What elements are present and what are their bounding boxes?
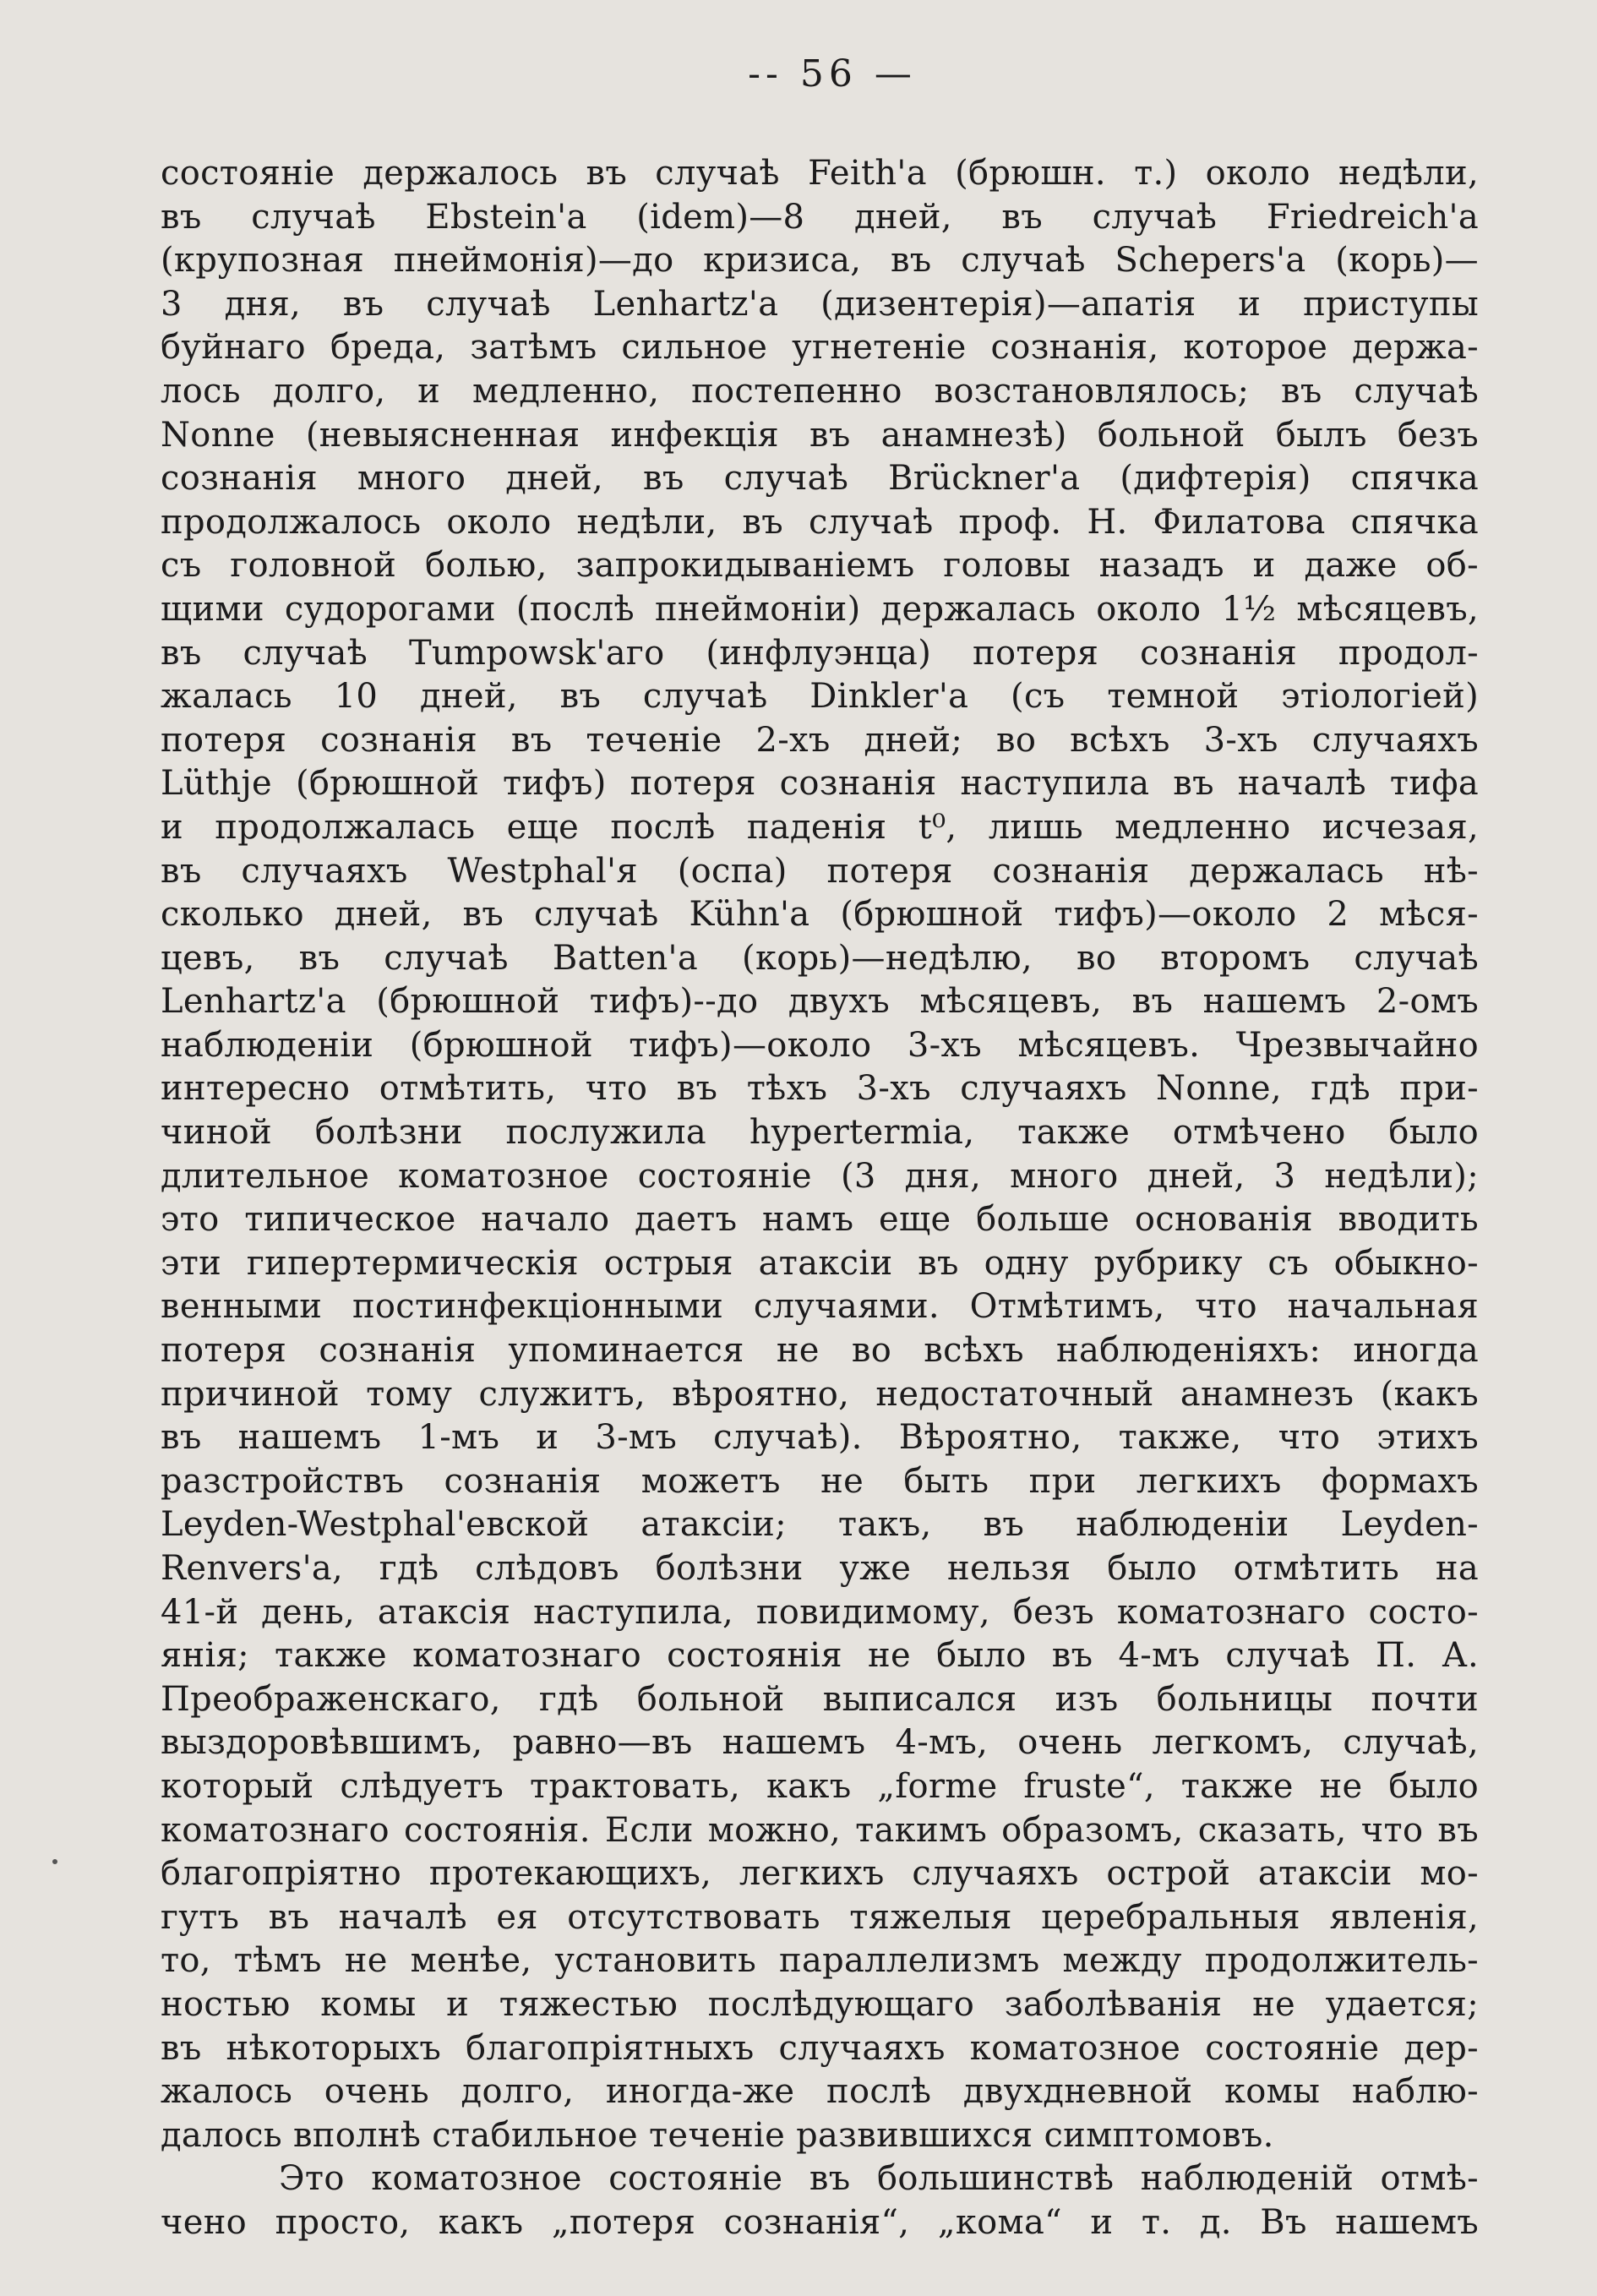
text-line: въ нашемъ 1-мъ и 3-мъ случаѣ). Вѣроятно, также, что этихъ (161, 1418, 1479, 1458)
text-line: Lenhartz'а (брюшной тифъ)--до двухъ мѣсяцевъ, въ нашемъ 2-омъ (161, 982, 1479, 1022)
text-line: жалась 10 дней, въ случаѣ Dinkler'а (съ темной этіологіей) (161, 677, 1479, 717)
text-line: Leyden-Westphal'евской атаксіи; такъ, въ наблюденіи Leyden- (161, 1505, 1479, 1545)
text-line: Преображенскаго, гдѣ больной выписался изъ больницы почти (161, 1679, 1479, 1719)
text-line: интересно отмѣтить, что въ тѣхъ 3-хъ случаяхъ Nonne, гдѣ при- (161, 1069, 1479, 1109)
page-number: -- 56 — (748, 52, 917, 95)
text-line: далось вполнѣ стабильное теченіе развившихся симптомовъ. (161, 2115, 1274, 2155)
text-line: Lüthje (брюшной тифъ) потеря сознанія наступила въ началѣ тифа (161, 764, 1479, 804)
text-line: причиной тому служитъ, вѣроятно, недостаточный анамнезъ (какъ (161, 1374, 1479, 1414)
text-line: гутъ въ началѣ ея отсутствовать тяжелыя церебральныя явленія, (161, 1897, 1479, 1937)
page-body (161, 152, 1479, 2245)
text-line: чиной болѣзни послужила hypertermia, также отмѣчено было (161, 1113, 1479, 1153)
text-line: сознанія много дней, въ случаѣ Brückner'а (дифтерія) спячка (161, 459, 1479, 499)
text-line: цевъ, въ случаѣ Batten'а (корь)—недѣлю, во второмъ случаѣ (161, 938, 1479, 978)
text-line: лось долго, и медленно, постепенно возстановлялось; въ случаѣ (161, 371, 1479, 411)
text-line: 3 дня, въ случаѣ Lenhartz'а (дизентерія)—апатія и приступы (161, 284, 1479, 324)
text-line: Renvers'а, гдѣ слѣдовъ болѣзни уже нельзя было отмѣтить на (161, 1549, 1479, 1588)
text-line: благопріятно протекающихъ, легкихъ случаяхъ острой атаксіи мо- (161, 1854, 1479, 1894)
text-line: то, тѣмъ не менѣе, установить параллелизмъ между продолжитель- (161, 1941, 1479, 1981)
text-line: Nonne (невыясненная инфекція въ анамнезѣ) больной былъ безъ (161, 415, 1479, 455)
text-line: щими судорогами (послѣ пнеймоніи) держалась около 1½ мѣсяцевъ, (161, 589, 1479, 629)
text-line: въ случаѣ Tumpowsk'аго (инфлуэнца) потеря сознанія продол- (161, 633, 1479, 673)
text-line: который слѣдуетъ трактовать, какъ „forme fruste“, также не было (161, 1766, 1479, 1806)
text-line: продолжалось около недѣли, въ случаѣ проф. Н. Филатова спячка (161, 502, 1479, 542)
text-line: въ случаѣ Ebstein'а (idem)—8 дней, въ случаѣ Friedreich'а (161, 197, 1479, 237)
text-line: 41-й день, атаксія наступила, повидимому, безъ коматознаго состо- (161, 1592, 1479, 1632)
text-line: разстройствъ сознанія можетъ не быть при легкихъ формахъ (161, 1461, 1479, 1501)
text-line: это типическое начало даетъ намъ еще больше основанія вводить (161, 1200, 1479, 1240)
text-line: въ случаяхъ Westphal'я (оспа) потеря сознанія держалась нѣ- (161, 851, 1479, 891)
text-line: сколько дней, въ случаѣ Kühn'а (брюшной тифъ)—около 2 мѣся- (161, 895, 1479, 935)
text-line: Это коматозное состояніе въ большинствѣ наблюденій отмѣ- (279, 2159, 1479, 2199)
text-line: выздоровѣвшимъ, равно—въ нашемъ 4-мъ, очень легкомъ, случаѣ, (161, 1723, 1479, 1763)
text-line: коматознаго состоянія. Если можно, такимъ образомъ, сказать, что въ (161, 1810, 1479, 1850)
text-line: съ головной болью, запрокидываніемъ головы назадъ и даже об- (161, 546, 1479, 586)
text-line: эти гипертермическія острыя атаксіи въ одну рубрику съ обыкно- (161, 1243, 1479, 1283)
text-line: и продолжалась еще послѣ паденія t⁰, лишь медленно исчезая, (161, 807, 1479, 847)
text-line: жалось очень долго, иногда-же послѣ двухдневной комы наблю- (161, 2072, 1479, 2112)
text-line: длительное коматозное состояніе (3 дня, много дней, 3 недѣли); (161, 1156, 1479, 1196)
text-line: ностью комы и тяжестью послѣдующаго заболѣванія не удается; (161, 1984, 1479, 2024)
text-line: янія; также коматознаго состоянія не было въ 4-мъ случаѣ П. А. (161, 1636, 1479, 1676)
text-line: венными постинфекціонными случаями. Отмѣтимъ, что начальная (161, 1287, 1479, 1327)
paper-speck (52, 1859, 57, 1864)
text-line: (крупозная пнеймонія)—до кризиса, въ случаѣ Schepers'а (корь)— (161, 241, 1479, 281)
text-line: состояніе держалось въ случаѣ Feith'а (брюшн. т.) около недѣли, (161, 154, 1479, 193)
text-line: потеря сознанія въ теченіе 2-хъ дней; во всѣхъ 3-хъ случаяхъ (161, 720, 1479, 760)
text-line: наблюденіи (брюшной тифъ)—около 3-хъ мѣсяцевъ. Чрезвычайно (161, 1025, 1479, 1065)
text-line: чено просто, какъ „потеря сознанія“, „кома“ и т. д. Въ нашемъ (161, 2202, 1479, 2242)
text-line: въ нѣкоторыхъ благопріятныхъ случаяхъ коматозное состояніе дер- (161, 2028, 1479, 2068)
text-line: буйнаго бреда, затѣмъ сильное угнетеніе сознанія, которое держа- (161, 328, 1479, 368)
text-line: потеря сознанія упоминается не во всѣхъ наблюденіяхъ: иногда (161, 1331, 1479, 1371)
